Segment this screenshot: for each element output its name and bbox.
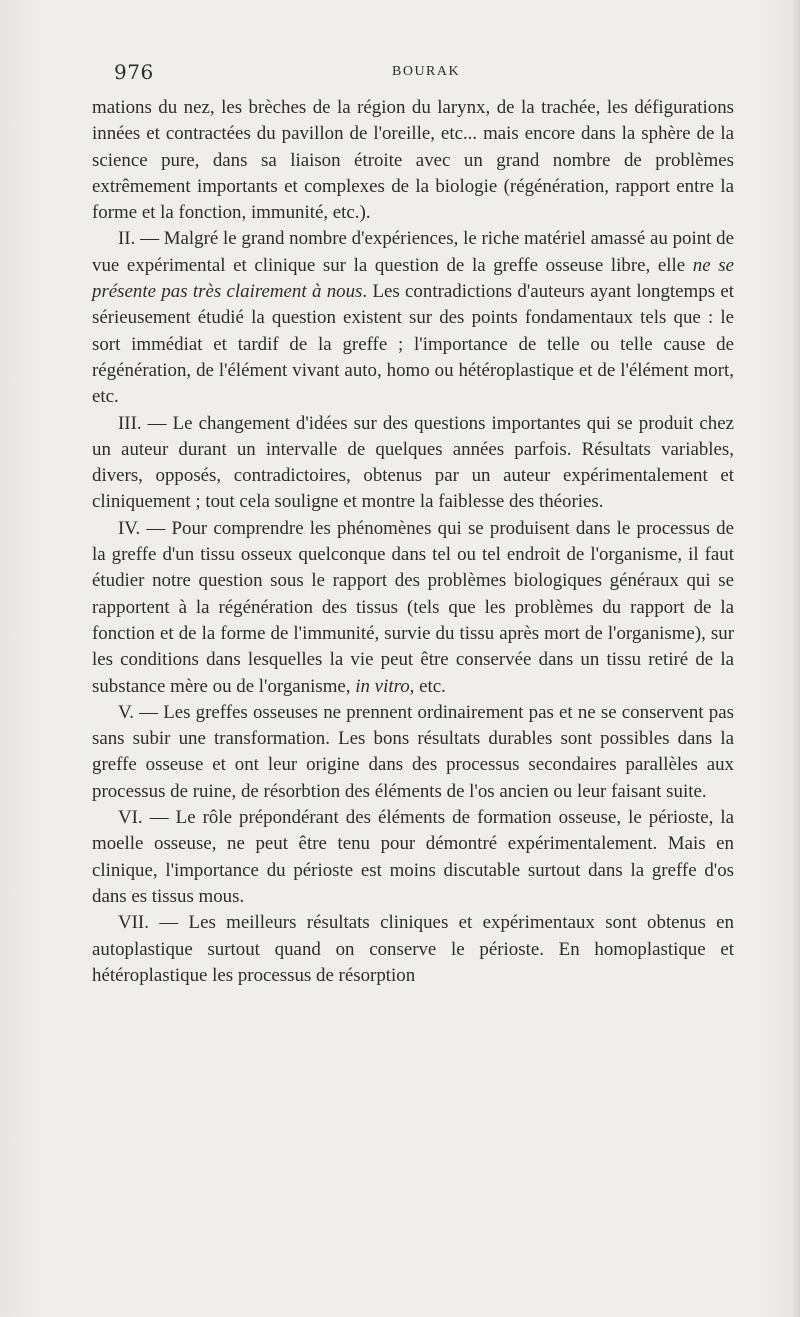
page-header (92, 60, 732, 88)
paragraph-1-text: mations du nez, les brèches de la région du larynx, de la trachée, les défigurations innées et contractées du pavillon de l'oreille, etc... mais encore dans la sphère de la science pure, dans sa liaison étroite avec un grand nombre de problèmes extrêmement importants et complexes de la biologie (régénération, rapport entre la forme et la fonction, immunité, etc.). (92, 97, 734, 224)
paragraph-6-text: VI. — Le rôle prépondérant des éléments de formation osseuse, le périoste, la moelle osseuse, ne peut être tenu pour démontré expérimentalement. Mais en clinique, l'importance du périoste est moins discutable surtout dans la greffe d'os dans es tissus mous. (92, 807, 734, 907)
paragraph-2-text: II. — Malgré le grand nombre d'expériences, le riche matériel amassé au point de vue expérimental et clinique sur la question de la greffe osseuse libre, elle (92, 228, 734, 276)
paragraph-4 (92, 516, 734, 700)
paragraph-5 (92, 700, 734, 805)
body-text (92, 95, 734, 989)
paragraph-5-text: V. — Les greffes osseuses ne prennent ordinairement pas et ne se conservent pas sans subir une transformation. Les bons résultats durables sont possibles dans la greffe osseuse et ont leur origine dans des processus secondaires parallèles aux processus de ruine, de résorbtion des éléments de l'os ancien ou leur faisant suite. (92, 701, 734, 802)
paragraph-2-italic: ne se présente pas très clairement à nous (92, 254, 734, 303)
paragraph-4-text-end: , etc. (409, 675, 446, 697)
paragraph-3 (92, 411, 734, 516)
running-head: BOURAK (392, 64, 461, 79)
paragraph-2 (92, 226, 734, 410)
paragraph-2-text-end: . Les contradictions d'auteurs ayant longtemps et sérieusement étudié la question existent sur des points fondamentaux tels que : le sort immédiat et tardif de la greffe ; l'importance de telle ou telle cause de régénération, de l'élément vivant auto, homo ou hétéroplastique et de l'élément mort, etc. (92, 281, 735, 408)
page-number: 976 (114, 60, 154, 84)
paragraph-4-text: IV. — Pour comprendre les phénomènes qui se produisent dans le processus de la greffe d'un tissu osseux quelconque dans tel ou tel endroit de l'organisme, il faut étudier notre question sous le rapport des problèmes biologiques généraux qui se rapportent à la régénération des tissus (tels que les problèmes du rapport de la fonction et de la forme de l'immunité, survie du tissu après mort de l'organisme), sur les conditions dans lesquelles la vie peut être conservée dans un tissu retiré de la substance mère ou de l'organisme, (92, 517, 734, 697)
paragraph-7 (92, 910, 734, 989)
page-edge-shadow (792, 0, 800, 1317)
paragraph-3-text: III. — Le changement d'idées sur des questions importantes qui se produit chez un auteur durant un intervalle de quelques années parfois. Résultats variables, divers, opposés, contradictoires, obtenus par un auteur expérimentalement et cliniquement ; tout cela souligne et montre la faiblesse des théories. (92, 412, 734, 513)
paragraph-7-text: VII. — Les meilleurs résultats cliniques et expérimentaux sont obtenus en autoplastique surtout quand on conserve le périoste. En homoplastique et hétéroplastique les processus de résorption (92, 912, 734, 986)
paragraph-6 (92, 805, 734, 910)
paragraph-4-italic: in vitro (355, 675, 410, 697)
paragraph-1-continuation (92, 95, 734, 226)
